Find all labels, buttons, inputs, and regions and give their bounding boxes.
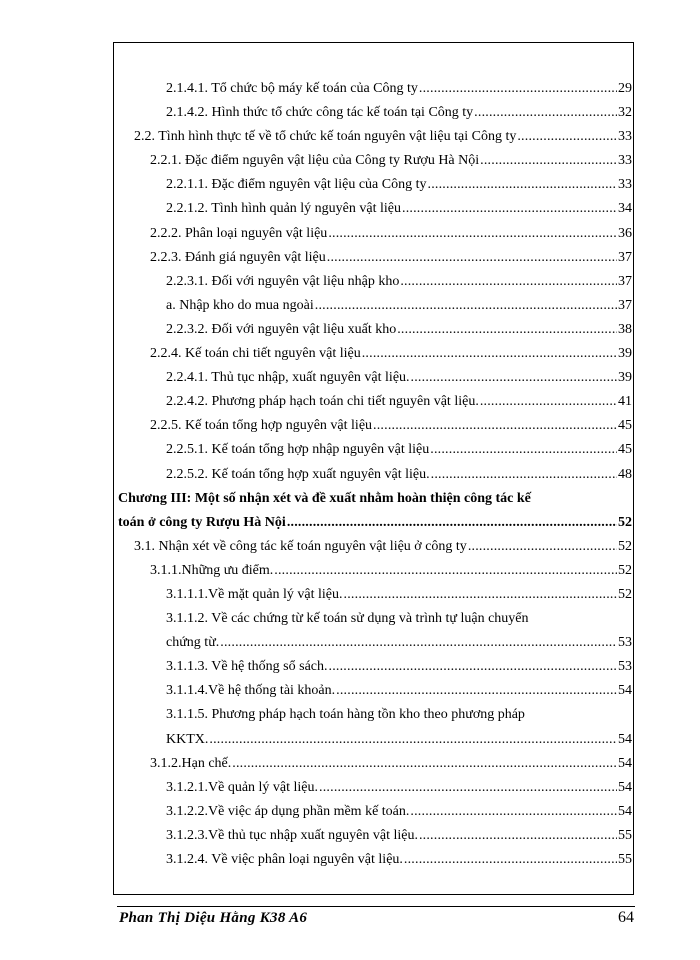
toc-entry [118, 151, 632, 175]
toc-entry-title: 3.1.2.1.Về quản lý vật liệu. [166, 779, 319, 795]
toc-leader-dots [209, 730, 617, 750]
toc-entry-page: 39 [618, 370, 632, 386]
toc-leader-dots [220, 633, 617, 653]
toc-entry [118, 754, 632, 778]
toc-leader-dots [474, 103, 617, 123]
toc-entry-title: 3.1.1.4.Về hệ thống tài khoản. [166, 683, 336, 699]
toc-entry [118, 513, 632, 537]
toc-entry-page: 34 [618, 201, 632, 217]
toc-entry-title: 3.1.2.3.Về thủ tục nhập xuất nguyên vật liệu. [166, 827, 418, 843]
toc-entry-title: 2.2.1.2. Tình hình quản lý nguyên vật liệu [166, 201, 401, 217]
toc-entry [118, 609, 632, 633]
toc-leader-dots [232, 754, 617, 774]
toc-entry-title: 2.2.4.2. Phương pháp hạch toán chi tiết nguyên vật liệu. [166, 394, 479, 410]
toc-entry [118, 344, 632, 368]
toc-entry [118, 103, 632, 127]
toc-leader-dots [315, 296, 617, 316]
toc-entry-page: 54 [618, 683, 632, 699]
toc-leader-dots [319, 778, 617, 798]
toc-entry-title: 3.1.1.3. Về hệ thống sổ sách. [166, 659, 328, 675]
toc-leader-dots [287, 513, 617, 533]
toc-leader-dots [419, 826, 617, 846]
toc-entry-page: 52 [618, 538, 632, 554]
toc-leader-dots [468, 537, 617, 557]
toc-entry-title: 3.1.1.5. Phương pháp hạch toán hàng tồn kho theo phương pháp [166, 707, 525, 723]
toc-entry-page: 54 [618, 779, 632, 795]
toc-entry-title: chứng từ. [166, 635, 220, 651]
toc-entry-page: 37 [618, 297, 632, 313]
toc-entry [118, 320, 632, 344]
toc-entry [118, 296, 632, 320]
toc-entry-title: 2.2. Tình hình thực tế về tổ chức kế toán nguyên vật liệu tại Công ty [134, 129, 517, 145]
toc-entry-page: 54 [618, 755, 632, 771]
toc-entry-page: 55 [618, 827, 632, 843]
toc-leader-dots [430, 440, 617, 460]
toc-leader-dots [373, 416, 617, 436]
toc-entry-title: 2.2.5. Kế toán tổng hợp nguyên vật liệu [150, 418, 373, 434]
toc-entry-page: 54 [618, 803, 632, 819]
toc-leader-dots [517, 127, 617, 147]
toc-entry-title: 2.2.1. Đặc điểm nguyên vật liệu của Công ty Rượu Hà Nội [150, 153, 480, 169]
toc-entry-page: 54 [618, 731, 632, 747]
toc-entry-page: 41 [618, 394, 632, 410]
toc-entry-title: Chương III: Một số nhận xét và đề xuất nhằm hoàn thiện công tác kế [118, 490, 531, 506]
toc-entry-page: 36 [618, 225, 632, 241]
toc-leader-dots [480, 151, 617, 171]
toc-entry-page: 48 [618, 466, 632, 482]
toc-leader-dots [431, 465, 617, 485]
toc-entry [118, 489, 632, 513]
toc-entry-page: 52 [618, 514, 632, 530]
toc-entry-page: 33 [618, 129, 632, 145]
toc-entry-title: 3.1.1.Những ưu điểm. [150, 562, 274, 578]
toc-entry [118, 537, 632, 561]
toc-entry-page: 53 [618, 635, 632, 651]
toc-entry-page: 53 [618, 659, 632, 675]
toc-entry-page: 37 [618, 273, 632, 289]
toc-entry-page: 33 [618, 177, 632, 193]
toc-entry-page: 29 [618, 81, 632, 96]
toc-entry-page: 52 [618, 562, 632, 578]
toc-entry-title: 2.1.4.1. Tổ chức bộ máy kế toán của Công ty [166, 81, 418, 96]
toc-entry-title: 3.1. Nhận xét về công tác kế toán nguyên vật liệu ở công ty [134, 538, 467, 554]
footer-divider [117, 906, 635, 907]
toc-entry [118, 127, 632, 151]
toc-entry [118, 392, 632, 416]
toc-entry [118, 826, 632, 850]
toc-entry [118, 416, 632, 440]
toc-entry [118, 175, 632, 199]
toc-entry [118, 585, 632, 609]
toc-leader-dots [329, 657, 618, 677]
toc-entry-title: 3.1.1.1.Về mặt quản lý vật liệu. [166, 586, 343, 602]
toc-entry-title: a. Nhập kho do mua ngoài [166, 297, 314, 313]
toc-entry [118, 681, 632, 705]
toc-entry [118, 440, 632, 464]
toc-entry-title: 2.1.4.2. Hình thức tổ chức công tác kế toán tại Công ty [166, 105, 474, 121]
toc-leader-dots [328, 224, 617, 244]
toc-entry-title: 2.2.4.1. Thủ tục nhập, xuất nguyên vật liệu. [166, 370, 410, 386]
toc-entry [118, 633, 632, 657]
toc-leader-dots [419, 79, 617, 99]
toc-leader-dots [410, 802, 617, 822]
toc-entry-title: 2.2.5.1. Kế toán tổng hợp nhập nguyên vật liệu [166, 442, 430, 458]
footer-page-number: 64 [618, 909, 634, 926]
toc-entry [118, 272, 632, 296]
toc-entry-title: 2.2.3.1. Đối với nguyên vật liệu nhập kho [166, 273, 400, 289]
toc-entry [118, 465, 632, 489]
toc-leader-dots [404, 850, 617, 870]
toc-entry [118, 199, 632, 223]
toc-entry [118, 802, 632, 826]
toc-entry-page: 33 [618, 153, 632, 169]
toc-entry-page: 37 [618, 249, 632, 265]
toc-entry-page: 55 [618, 852, 632, 867]
toc-entry-page: 45 [618, 442, 632, 458]
toc-entry-title: 2.2.2. Phân loại nguyên vật liệu [150, 225, 328, 241]
toc-entry-title: 2.2.5.2. Kế toán tổng hợp xuất nguyên vật liệu. [166, 466, 430, 482]
toc-entry [118, 778, 632, 802]
toc-entry-page: 32 [618, 105, 632, 121]
footer-author: Phan Thị Diệu Hằng K38 A6 [119, 910, 308, 926]
toc-entry-title: KKTX. [166, 731, 209, 747]
toc-entry-page: 45 [618, 418, 632, 434]
toc-entry-title: 3.1.2.2.Về việc áp dụng phần mềm kế toán. [166, 803, 410, 819]
toc-entry-title: toán ở công ty Rượu Hà Nội [118, 514, 286, 530]
toc-leader-dots [274, 561, 617, 581]
toc-entry [118, 368, 632, 392]
toc-leader-dots [428, 175, 618, 195]
toc-entry-title: 2.2.3.2. Đối với nguyên vật liệu xuất kho [166, 321, 397, 337]
table-of-contents [118, 79, 632, 874]
toc-entry [118, 248, 632, 272]
toc-leader-dots [480, 392, 617, 412]
toc-entry [118, 657, 632, 681]
toc-entry-title: 2.2.4. Kế toán chi tiết nguyên vật liệu [150, 346, 361, 362]
toc-entry [118, 79, 632, 103]
toc-leader-dots [344, 585, 617, 605]
toc-entry-title: 2.2.1.1. Đặc điểm nguyên vật liệu của Công ty [166, 177, 427, 193]
toc-entry-title: 3.1.2.4. Về việc phân loại nguyên vật liệu. [166, 852, 403, 867]
toc-leader-dots [411, 368, 617, 388]
toc-leader-dots [336, 681, 617, 701]
toc-leader-dots [402, 199, 617, 219]
toc-entry [118, 730, 632, 754]
toc-entry [118, 561, 632, 585]
toc-entry-page: 52 [618, 586, 632, 602]
toc-entry-page: 39 [618, 346, 632, 362]
toc-entry-title: 3.1.1.2. Về các chứng từ kế toán sử dụng và trình tự luận chuyển [166, 611, 529, 627]
toc-leader-dots [327, 248, 617, 268]
toc-entry [118, 705, 632, 729]
toc-entry-page: 38 [618, 321, 632, 337]
toc-entry [118, 850, 632, 874]
toc-entry [118, 224, 632, 248]
toc-leader-dots [400, 272, 617, 292]
toc-entry-title: 3.1.2.Hạn chế. [150, 755, 232, 771]
toc-leader-dots [362, 344, 617, 364]
toc-entry-title: 2.2.3. Đánh giá nguyên vật liệu [150, 249, 326, 265]
toc-leader-dots [397, 320, 617, 340]
